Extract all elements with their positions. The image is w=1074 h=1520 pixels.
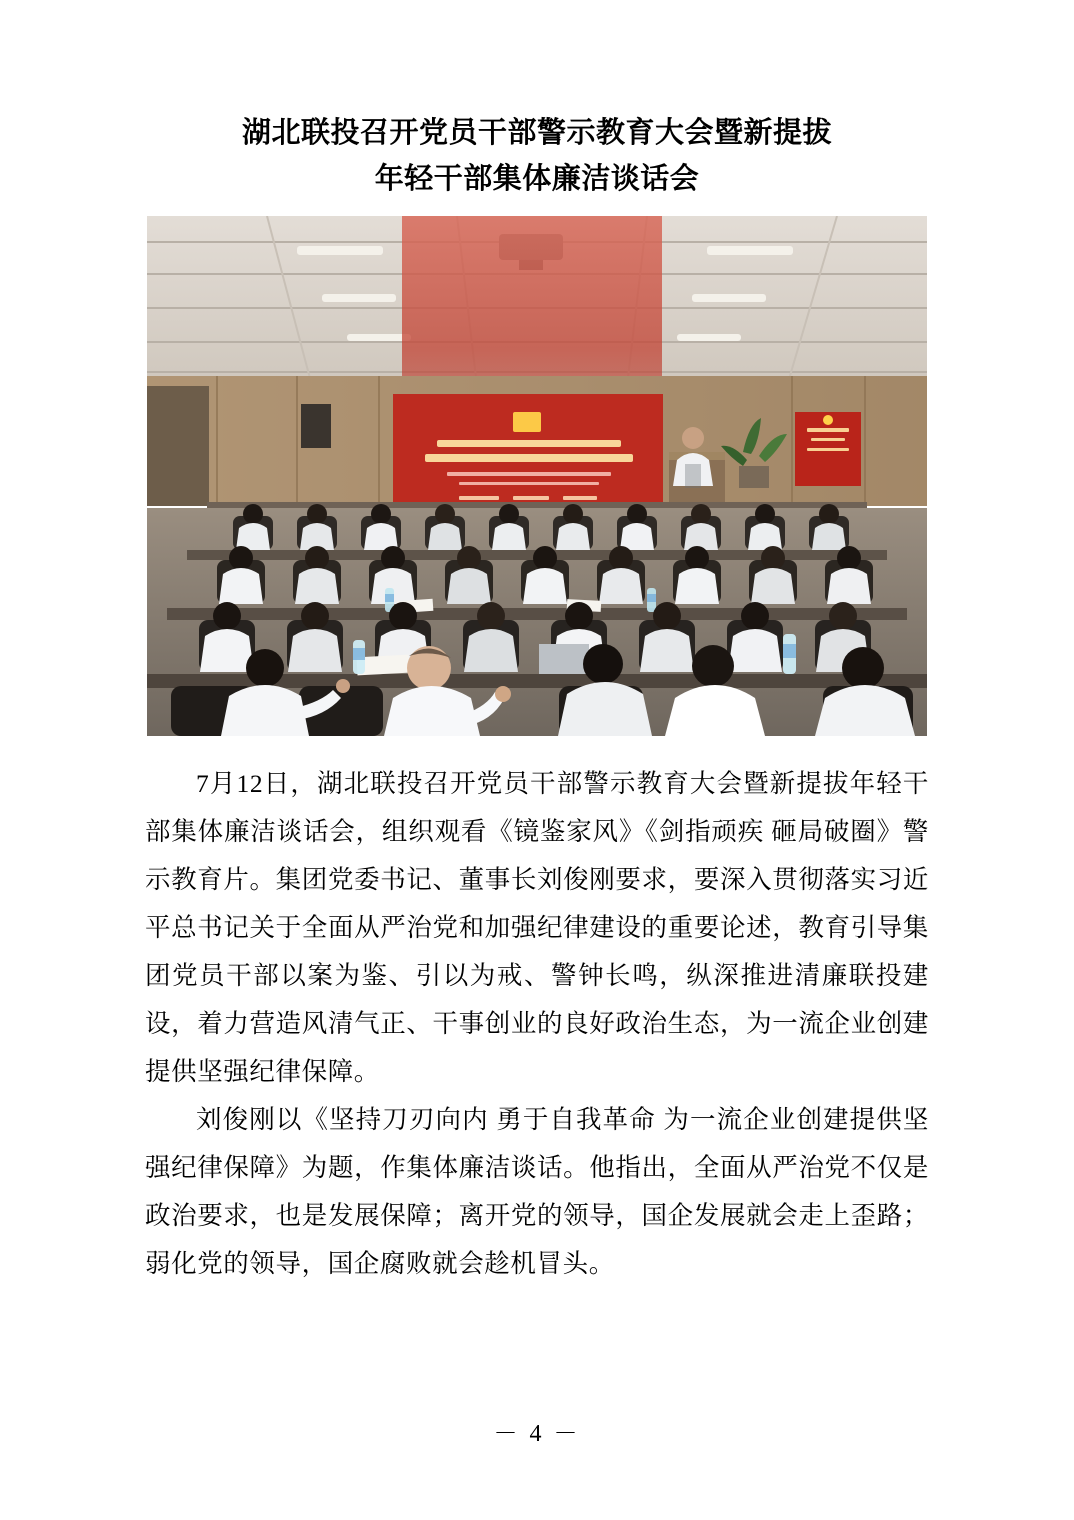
meeting-photo <box>147 216 927 736</box>
photo-figure <box>147 216 927 736</box>
page-title-line-2: 年轻干部集体廉洁谈话会 <box>374 163 700 195</box>
page-title <box>145 110 929 202</box>
paragraph-2: 刘俊刚以《坚持刀刃向内 勇于自我革命 为一流企业创建提供坚强纪律保障》为题，作集体廉洁谈话。他指出，全面从严治党不仅是政治要求，也是发展保障；离开党的领导，国企发展就会走上歪路；弱化党的领导，国企腐败就会趁机冒头。 <box>145 1105 929 1278</box>
page-number: － 4 － <box>493 1421 581 1447</box>
article-body <box>145 760 929 1288</box>
paragraph-1: 7月12日，湖北联投召开党员干部警示教育大会暨新提拔年轻干部集体廉洁谈话会，组织观看《镜鉴家风》《剑指顽疾 砸局破圈》警示教育片。集团党委书记、董事长刘俊刚要求，要深入贯彻落实习近平总书记关于全面从严治党和加强纪律建设的重要论述，教育引导集团党员干部以案为鉴、引以为戒、警钟长鸣，纵深推进清廉联投建设，着力营造风清气正、干事创业的良好政治生态，为一流企业创建提供坚强纪律保障。 <box>145 769 929 1086</box>
page-title-line-1: 湖北联投召开党员干部警示教育大会暨新提拔 <box>241 117 832 149</box>
